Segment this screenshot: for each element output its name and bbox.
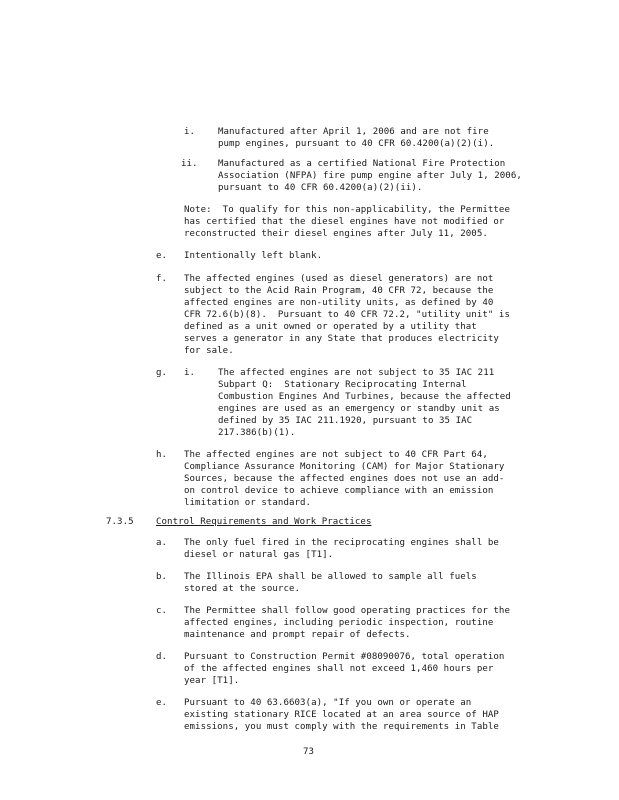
item-h-line: Compliance Assurance Monitoring (CAM) for Major Stationary: [184, 462, 505, 472]
item-ii-line: Association (NFPA) fire pump engine after July 1, 2006,: [218, 171, 522, 181]
item-e-line: Intentionally left blank.: [184, 251, 323, 261]
item-g-line: 217.386(b)(1).: [218, 428, 296, 438]
note-line: Note: To qualify for this non-applicability, the Permittee: [184, 205, 510, 215]
control-d-line: of the affected engines shall not exceed 1,460 hours per: [184, 664, 494, 674]
item-i-number: i.: [184, 127, 196, 137]
item-g-line: Subpart Q: Stationary Reciprocating Internal: [218, 380, 467, 390]
note-line: has certified that the diesel engines have not modified or: [184, 217, 505, 227]
item-i-line: pump engines, pursuant to 40 CFR 60.4200(a)(2)(i).: [218, 139, 495, 149]
item-f-line: serves a generator in any State that produces electricity: [184, 334, 499, 344]
control-a-label: a.: [156, 538, 168, 548]
item-h-label: h.: [156, 450, 168, 460]
control-e-line: emissions, you must comply with the requirements in Table: [184, 722, 499, 732]
control-c-line: The Permittee shall follow good operating practices for the: [184, 606, 510, 616]
item-ii-line: Manufactured as a certified National Fire Protection: [218, 159, 506, 169]
page-number: 73: [303, 747, 315, 757]
control-d-line: Pursuant to Construction Permit #08090076, total operation: [184, 652, 505, 662]
item-f-line: affected engines are non-utility units, as defined by 40: [184, 298, 494, 308]
item-h-line: Sources, because the affected engines does not use an add-: [184, 474, 505, 484]
item-g-line: engines are used as an emergency or standby unit as: [218, 404, 500, 414]
item-ii-number: ii.: [181, 159, 198, 169]
item-f-line: subject to the Acid Rain Program, 40 CFR 72, because the: [184, 286, 494, 296]
control-d-label: d.: [156, 652, 168, 662]
control-b-line: stored at the source.: [184, 584, 301, 594]
control-a-line: The only fuel fired in the reciprocating engines shall be: [184, 538, 499, 548]
control-e-label: e.: [156, 698, 168, 708]
item-g-line: Combustion Engines And Turbines, because the affected: [218, 392, 511, 402]
item-h-line: The affected engines are not subject to 40 CFR Part 64,: [184, 450, 488, 460]
control-a-line: diesel or natural gas [T1].: [184, 550, 334, 560]
item-g-sub-number: i.: [184, 368, 196, 378]
item-f-line: defined as a unit owned or operated by a utility that: [184, 322, 477, 332]
control-e-line: existing stationary RICE located at an area source of HAP: [184, 710, 499, 720]
control-c-line: maintenance and prompt repair of defects.: [184, 630, 411, 640]
control-b-label: b.: [156, 572, 168, 582]
control-c-label: c.: [156, 606, 168, 616]
item-f-line: CFR 72.6(b)(8). Pursuant to 40 CFR 72.2, "utility unit" is: [184, 310, 510, 320]
note-line: reconstructed their diesel engines after July 11, 2005.: [184, 229, 488, 239]
item-g-line: defined by 35 IAC 211.1920, pursuant to 35 IAC: [218, 416, 473, 426]
section-title: Control Requirements and Work Practices: [156, 517, 372, 527]
item-g-label: g.: [156, 368, 168, 378]
item-h-line: limitation or standard.: [184, 498, 312, 508]
item-i-line: Manufactured after April 1, 2006 and are not fire: [218, 127, 489, 137]
control-c-line: affected engines, including periodic inspection, routine: [184, 618, 494, 628]
control-b-line: The Illinois EPA shall be allowed to sample all fuels: [184, 572, 477, 582]
control-e-line: Pursuant to 40 63.6603(a), "If you own or operate an: [184, 698, 472, 708]
item-f-label: f.: [156, 274, 168, 284]
section-number: 7.3.5: [106, 517, 134, 527]
item-f-line: for sale.: [184, 346, 234, 356]
item-e-label: e.: [156, 251, 168, 261]
item-h-line: on control device to achieve compliance with an emission: [184, 486, 494, 496]
item-ii-line: pursuant to 40 CFR 60.4200(a)(2)(ii).: [218, 183, 423, 193]
item-g-line: The affected engines are not subject to 35 IAC 211: [218, 368, 495, 378]
item-f-line: The affected engines (used as diesel generators) are not: [184, 274, 494, 284]
control-d-line: year [T1].: [184, 676, 240, 686]
